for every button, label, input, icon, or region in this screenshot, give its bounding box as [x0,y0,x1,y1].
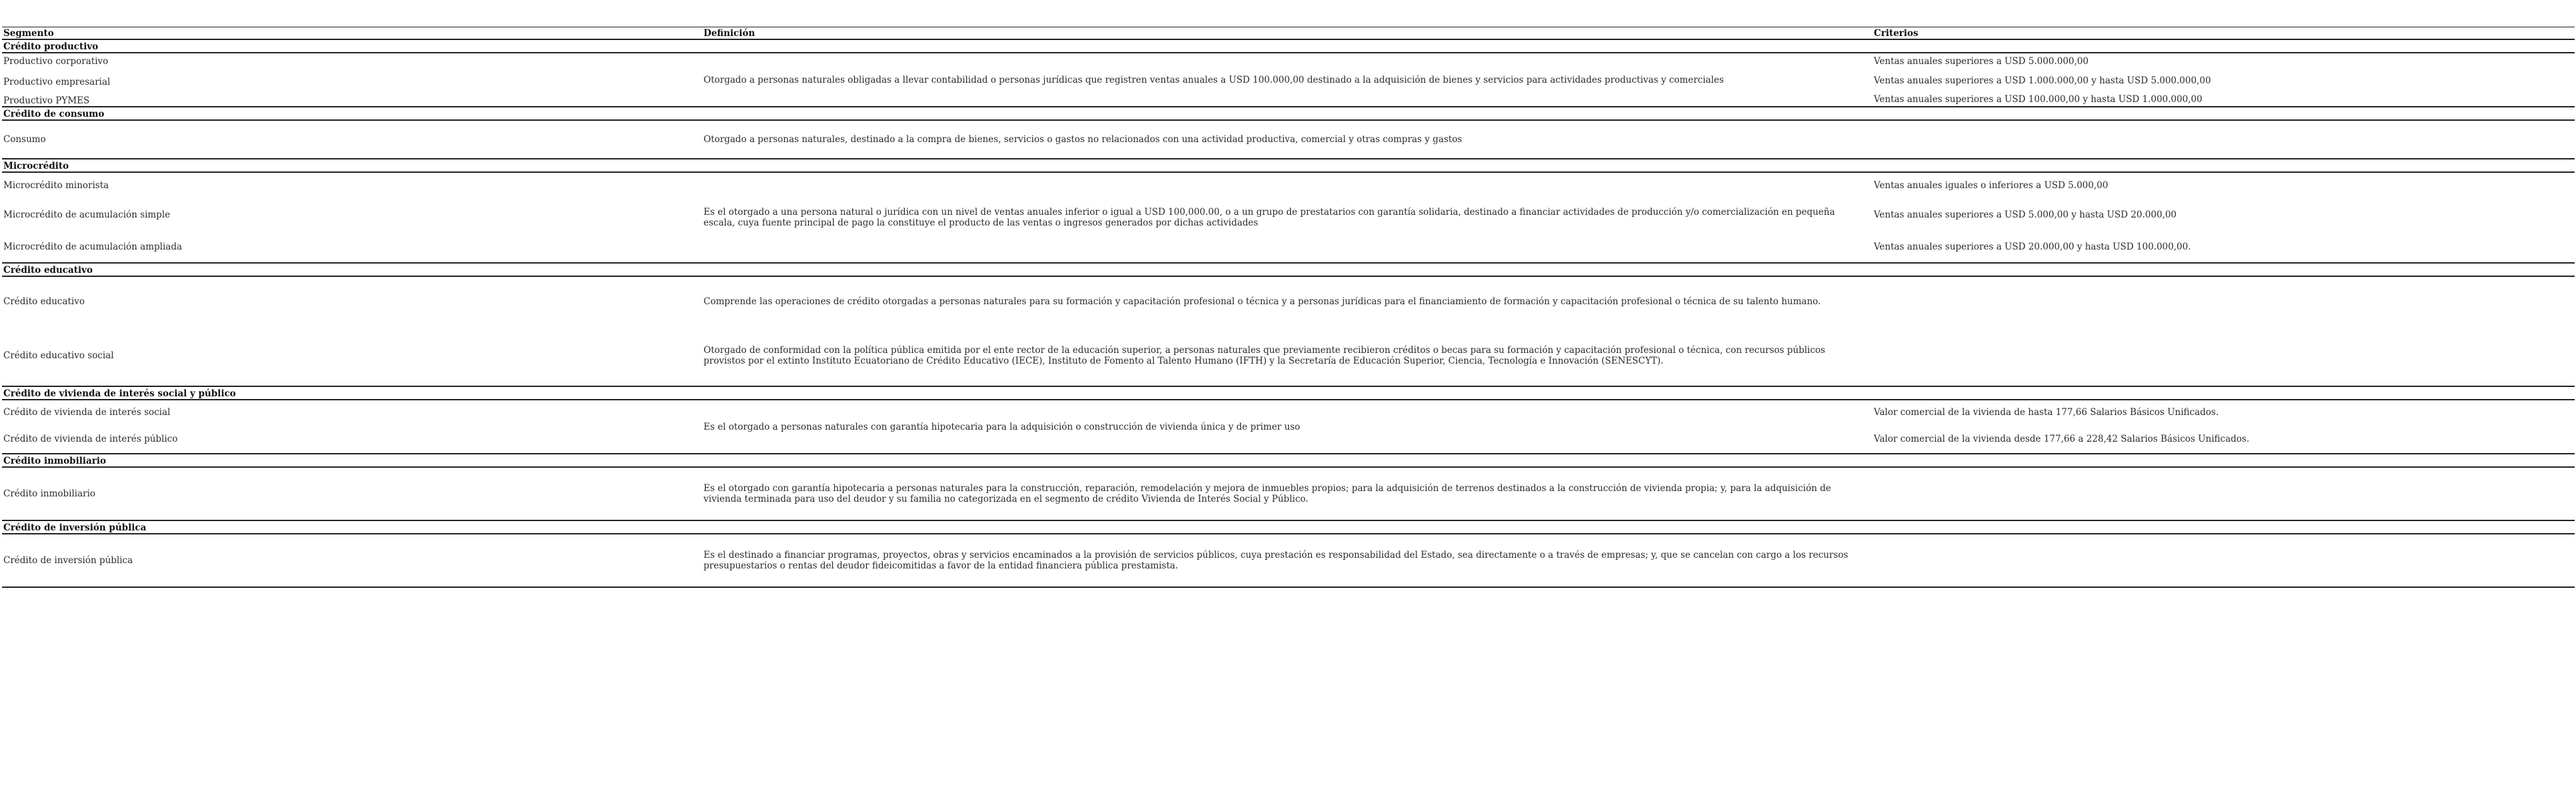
table-row-segment: Crédito de vivienda de interés público [3,433,178,444]
definition-inmobiliario: Es el otorgado con garantía hipotecaria a personas naturales para la construcción, reparación, remodelación y mejora de inmuebles propios; para la adquisición de terrenos destinados a la construcción de vivienda propia; y, para la adquisición de vivienda terminada para uso del deudor y su familia no categorizada en el segmento de crédito Vivienda de Interés Social y Público. [704,483,1831,504]
section-title-productivo: Crédito productivo [2,40,2575,53]
segment-consumo: Consumo [3,134,46,145]
table-row-definition: Otorgado de conformidad con la política pública emitida por el ente rector de la educación superior, a personas naturales que previamente recibieron créditos o becas para su formación y capacitación profesional o técnica, con recursos públicos provistos por el extinto Instituto Ecuatoriano de Crédito Educativo (IECE), Instituto de Fomento al Talento Humano (IFTH) y la Secretaría de Educación Superior, Ciencia, Tecnología e Innovación (SENESCYT). [704,345,1826,366]
row-inversion [2,534,2575,588]
row-consumo [2,121,2575,159]
definition-inversion: Es el destinado a financiar programas, proyectos, obras y servicios encaminados a la provisión de servicios públicos, cuya prestación es responsabilidad del Estado, sea directamente o a través de empresas; y, que se cancelan con cargo a los recursos presupuestarios o rentas del deudor fideicomitidas a favor de la entidad financiera pública prestamista. [704,550,1848,571]
table-row-segment: Microcrédito de acumulación ampliada [3,242,183,252]
definition-vivienda: Es el otorgado a personas naturales con garantía hipotecaria para la adquisición o construcción de vivienda única y de primer uso [704,421,1300,432]
criteria-cell: Ventas anuales iguales o inferiores a USD 5.000,00 [1874,180,2109,191]
criteria-cell: Valor comercial de la vivienda de hasta 177,66 Salarios Básicos Unificados. [1874,407,2219,418]
table-row [2,277,2575,326]
header-criterios: Criterios [1874,27,1918,39]
table-row-segment: Microcrédito minorista [3,180,109,191]
group-microcredito [2,173,2575,264]
definition-consumo: Otorgado a personas naturales, destinado a la compra de bienes, servicios o gastos no relacionados con una actividad productiva, comercial y otras compras y gastos [704,134,1462,145]
criteria-cell: Valor comercial de la vivienda desde 177,66 a 228,42 Salarios Básicos Unificados. [1874,433,2250,444]
header-definicion: Definición [704,27,756,39]
section-title-educativo: Crédito educativo [2,264,2575,277]
group-vivienda [2,400,2575,454]
segment-inversion: Crédito de inversión pública [3,555,133,566]
section-title-consumo: Crédito de consumo [2,107,2575,121]
section-title-vivienda: Crédito de vivienda de interés social y público [2,387,2575,400]
table-row-segment: Crédito educativo [3,296,85,307]
section-title-inversion: Crédito de inversión pública [2,521,2575,534]
criteria-cell: Ventas anuales superiores a USD 100.000,00 y hasta USD 1.000.000,00 [1874,93,2203,105]
section-title-microcredito: Microcrédito [2,159,2575,173]
row-inmobiliario [2,468,2575,521]
group-productivo [2,53,2575,107]
table-row [2,326,2575,386]
definition-productivo: Otorgado a personas naturales obligadas a llevar contabilidad o personas jurídicas que registren ventas anuales a USD 100.000,00 destinado a la adquisición de bienes y servicios para actividades productivas y comerciales [704,74,1724,85]
table-header [2,27,2575,40]
header-segmento: Segmento [3,27,54,39]
table-row-segment: Crédito de vivienda de interés social [3,407,171,418]
segment-inmobiliario: Crédito inmobiliario [3,488,96,499]
table-row-segment: Productivo empresarial [3,77,111,87]
table-row-segment: Crédito educativo social [3,350,114,361]
definition-microcredito: Es el otorgado a una persona natural o jurídica con un nivel de ventas anuales inferior o igual a USD 100,000.00, o a un grupo de prestatarios con garantía solidaria, destinado a financiar actividades de producción y/o comercialización en pequeña escala, cuya fuente principal de pago la constituye el producto de las ventas o ingresos generados por dichas actividades [704,207,1835,228]
criteria-cell: Ventas anuales superiores a USD 20.000,00 y hasta USD 100.000,00. [1874,242,2191,252]
table-row-segment: Microcrédito de acumulación simple [3,210,171,220]
criteria-cell: Ventas anuales superiores a USD 5.000.000,00 [1874,56,2089,67]
group-educativo [2,277,2575,387]
credit-segments-table [2,27,2575,588]
section-title-inmobiliario: Crédito inmobiliario [2,454,2575,468]
table-row-segment: Productivo PYMES [3,95,90,106]
table-row-segment: Productivo corporativo [3,56,109,67]
criteria-cell: Ventas anuales superiores a USD 1.000.000,00 y hasta USD 5.000.000,00 [1874,75,2211,86]
criteria-cell: Ventas anuales superiores a USD 5.000,00 y hasta USD 20.000,00 [1874,210,2177,220]
table-row-definition: Comprende las operaciones de crédito otorgadas a personas naturales para su formación y capacitación profesional o técnica y a personas jurídicas para el financiamiento de formación y capacitación profesional o técnica de su talento humano. [704,296,1821,307]
